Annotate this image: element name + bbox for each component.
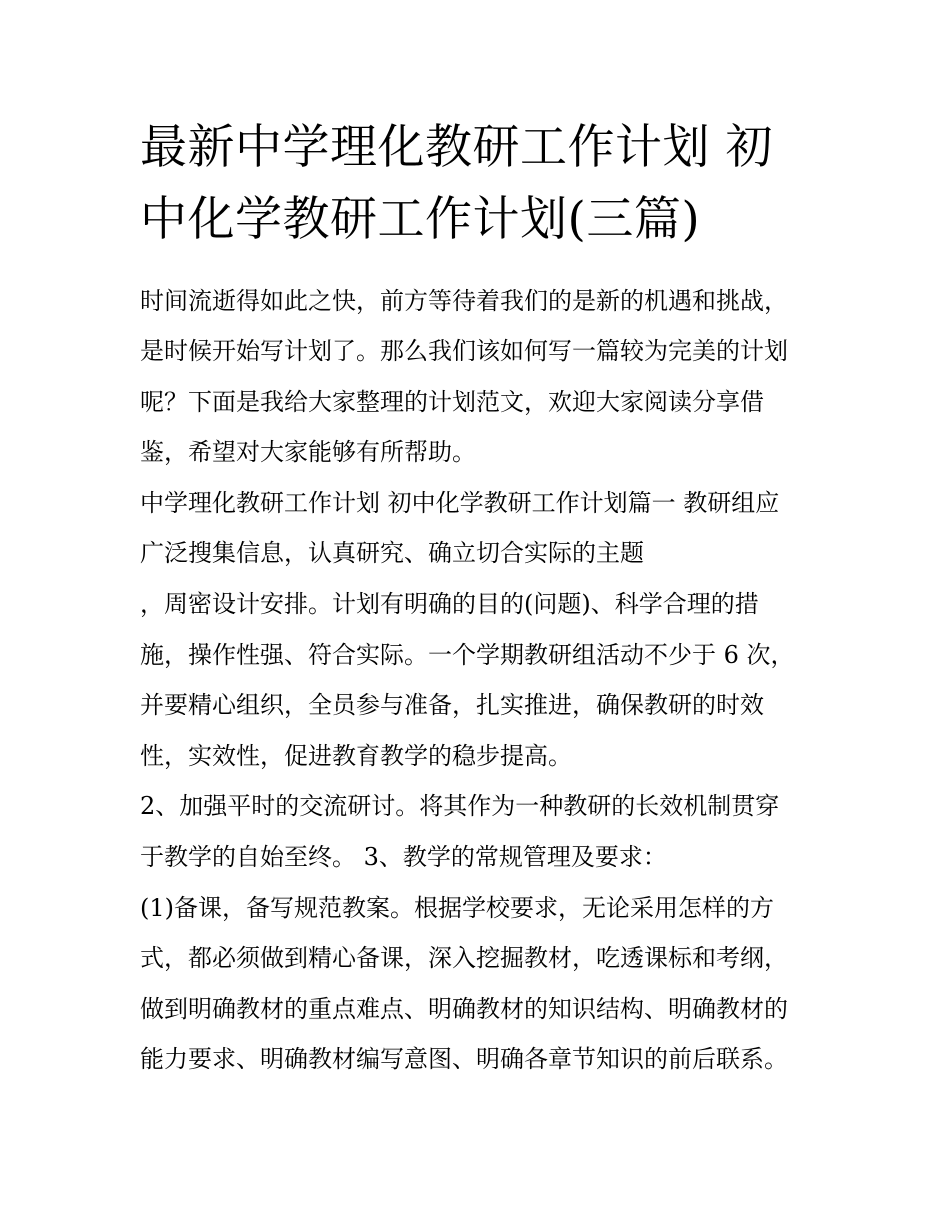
paragraph-line: 做到明确教材的重点难点、明确教材的知识结构、明确教材的 [140, 995, 788, 1023]
document-title-line-1: 最新中学理化教研工作计划 初 [140, 120, 773, 175]
paragraph-line: 并要精心组织，全员参与准备，扎实推进，确保教研的时效 [140, 691, 764, 719]
paragraph-line: 性，实效性，促进教育教学的稳步提高。 [140, 742, 572, 770]
paragraph-line: 式，都必须做到精心备课，深入挖掘教材，吃透课标和考纲， [140, 944, 788, 972]
paragraph-line: (1)备课，备写规范教案。根据学校要求，无论采用怎样的方 [140, 894, 774, 922]
paragraph-line: 施，操作性强、符合实际。一个学期教研组活动不少于 6 次， [140, 641, 795, 669]
paragraph-line: 呢？下面是我给大家整理的计划范文，欢迎大家阅读分享借 [140, 388, 764, 416]
paragraph-line: 鉴，希望对大家能够有所帮助。 [140, 438, 476, 466]
paragraph-line: 2、加强平时的交流研讨。将其作为一种教研的长效机制贯穿 [140, 792, 780, 820]
document-title-line-2: 中化学教研工作计划(三篇) [140, 192, 701, 247]
paragraph-line: 能力要求、明确教材编写意图、明确各章节知识的前后联系。 [140, 1045, 788, 1073]
paragraph-line: ，周密设计安排。计划有明确的目的(问题)、科学合理的措 [140, 590, 759, 618]
paragraph-line: 于教学的自始至终。 3、教学的常规管理及要求： [140, 843, 667, 871]
paragraph-line: 是时候开始写计划了。那么我们该如何写一篇较为完美的计划 [140, 337, 788, 365]
paragraph-line: 中学理化教研工作计划 初中化学教研工作计划篇一 教研组应 [140, 489, 780, 517]
paragraph-line: 广泛搜集信息，认真研究、确立切合实际的主题 [140, 539, 644, 567]
paragraph-line: 时间流逝得如此之快，前方等待着我们的是新的机遇和挑战， [140, 287, 788, 315]
